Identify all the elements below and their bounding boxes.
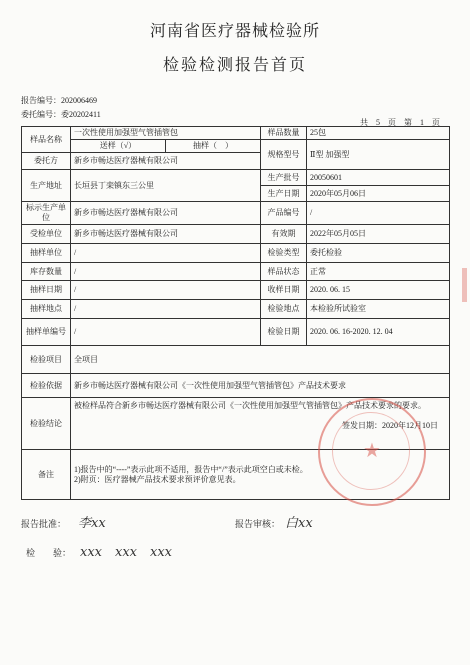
prod-date-label: 生产日期 xyxy=(261,186,307,202)
sample-name: 一次性使用加强型气管插管包 xyxy=(71,127,261,140)
remark-2: 2)附页：医疗器械产品技术要求预评价意见表。 xyxy=(74,474,241,484)
product-no: / xyxy=(307,202,450,225)
draw-sample: 抽样（ ） xyxy=(166,140,261,153)
test-type: 委托检验 xyxy=(307,244,450,263)
test-date: 2020. 06. 16-2020. 12. 04 xyxy=(307,319,450,346)
batch-label: 生产批号 xyxy=(261,170,307,186)
seal-star-icon: ★ xyxy=(363,440,381,462)
sampling-date: / xyxy=(71,281,261,300)
stock-qty-label: 库存数量 xyxy=(22,263,71,281)
product-no-label: 产品编号 xyxy=(261,202,307,225)
manufacturer-label: 标示生产单位 xyxy=(22,202,71,225)
review-label: 报告审核： xyxy=(235,519,281,529)
prod-date: 2020年05月06日 xyxy=(307,186,450,202)
accepting-unit: 新乡市畅达医疗器械有限公司 xyxy=(71,225,261,244)
official-seal xyxy=(318,398,426,506)
report-number-value: 202006469 xyxy=(61,96,97,105)
sample-name-label: 样品名称 xyxy=(22,127,71,153)
spec: Ⅱ型 加强型 xyxy=(307,140,450,170)
sampling-date-label: 抽样日期 xyxy=(22,281,71,300)
page-info: 共 5 页 第 1 页 xyxy=(360,118,440,127)
client: 新乡市畅达医疗器械有限公司 xyxy=(71,153,261,170)
inspect-label: 检 验： xyxy=(26,548,72,558)
test-items: 全项目 xyxy=(71,346,450,374)
report-title: 检验检测报告首页 xyxy=(162,57,307,74)
remark-1: 1)报告中的“----”表示此项不适用，报告中“/”表示此项空白或未检。 xyxy=(74,464,308,474)
test-date-label: 检验日期 xyxy=(261,319,307,346)
address: 长垣县丁栾镇东三公里 xyxy=(71,170,261,202)
validity-label: 有效期 xyxy=(261,225,307,244)
reviewer-signature: 白xx xyxy=(285,516,313,531)
issue-date: 签发日期：2020年12月10日 xyxy=(342,421,438,430)
test-place: 本检验所试验室 xyxy=(307,300,450,319)
entrust-number-label: 委托编号： xyxy=(21,110,61,119)
entrust-number-value: 委20202411 xyxy=(61,110,101,119)
remarks-label: 备注 xyxy=(22,450,71,500)
receipt-date: 2020. 06. 15 xyxy=(307,281,450,300)
receipt-date-label: 收样日期 xyxy=(261,281,307,300)
test-type-label: 检验类型 xyxy=(261,244,307,263)
test-items-label: 检验项目 xyxy=(22,346,71,374)
conclusion: 被检样品符合新乡市畅达医疗器械有限公司《一次性使用加强型气管插管包》产品技术要求的要求。 xyxy=(74,401,426,410)
batch: 20050601 xyxy=(307,170,450,186)
inspector-signatures: xxx xxx xxx xyxy=(80,545,172,560)
approver-signature: 李xx xyxy=(78,516,106,531)
approve-label: 报告批准： xyxy=(21,519,67,529)
report-number-label: 报告编号： xyxy=(21,96,61,105)
conclusion-label: 检验结论 xyxy=(22,398,71,450)
address-label: 生产地址 xyxy=(22,170,71,202)
entrust-number xyxy=(21,110,101,120)
test-place-label: 检验地点 xyxy=(261,300,307,319)
sampling-place: / xyxy=(71,300,261,319)
sampling-unit: / xyxy=(71,244,261,263)
basis: 新乡市畅达医疗器械有限公司《一次性使用加强型气管插管包》产品技术要求 xyxy=(71,374,450,398)
manufacturer: 新乡市畅达医疗器械有限公司 xyxy=(71,202,261,225)
stock-qty: / xyxy=(71,263,261,281)
sampling-unit-label: 抽样单位 xyxy=(22,244,71,263)
basis-label: 检验依据 xyxy=(22,374,71,398)
sampling-no-label: 抽样单编号 xyxy=(22,319,71,346)
spec-label: 规格型号 xyxy=(261,140,307,170)
report-number xyxy=(21,96,97,106)
sample-qty: 25包 xyxy=(307,127,450,140)
sample-state-label: 样品状态 xyxy=(261,263,307,281)
send-sample: 送样（√） xyxy=(71,140,166,153)
sample-state: 正常 xyxy=(307,263,450,281)
seam-seal-mark xyxy=(462,268,467,302)
client-label: 委托方 xyxy=(22,153,71,170)
sampling-no: / xyxy=(71,319,261,346)
accepting-unit-label: 受检单位 xyxy=(22,225,71,244)
organization-name: 河南省医疗器械检验所 xyxy=(149,23,320,40)
sampling-place-label: 抽样地点 xyxy=(22,300,71,319)
sample-qty-label: 样品数量 xyxy=(261,127,307,140)
validity: 2022年05月05日 xyxy=(307,225,450,244)
